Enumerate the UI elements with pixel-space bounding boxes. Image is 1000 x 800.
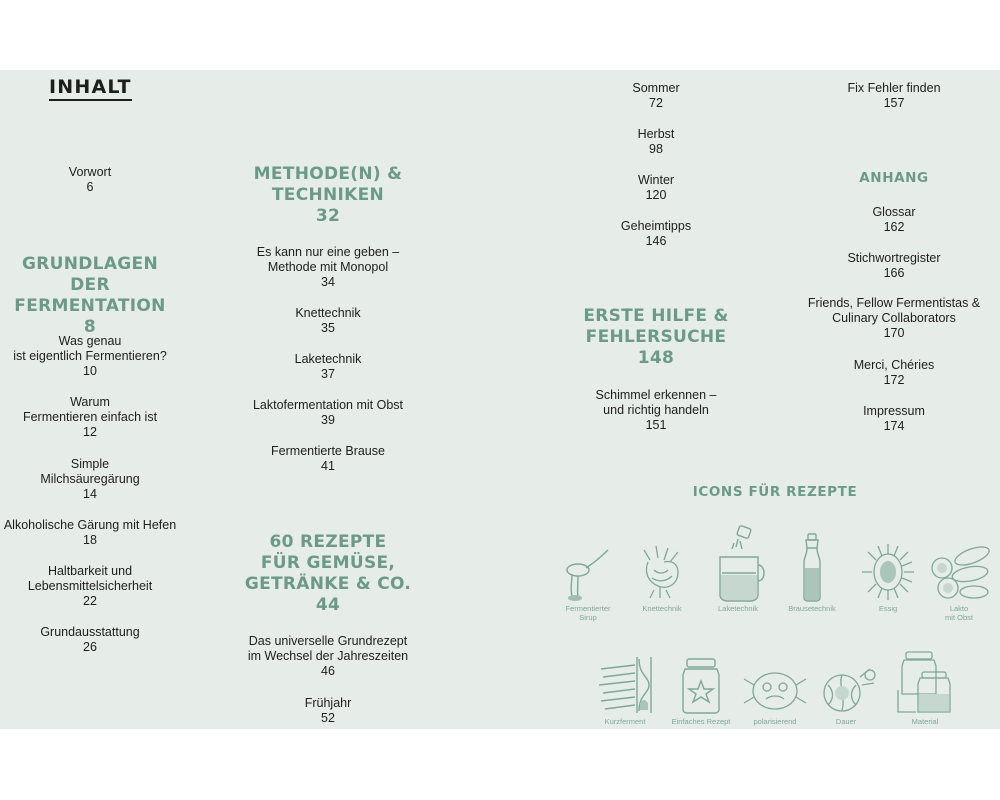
- cucumbers-icon: [926, 540, 992, 602]
- hourglass-icon: [597, 655, 653, 715]
- toc-entry[interactable]: Alkoholische Gärung mit Hefen 18: [3, 518, 177, 547]
- toc-entry[interactable]: Herbst 98: [637, 127, 675, 156]
- toc-entry[interactable]: Fix Fehler finden 157: [847, 81, 941, 110]
- toc-entry[interactable]: Schimmel erkennen – und richtig handeln 151: [595, 388, 717, 432]
- icon-item: Laketechnik: [705, 525, 771, 613]
- toc-entry[interactable]: Stichwortregister 166: [847, 251, 941, 280]
- toc-entry[interactable]: Sommer 72: [632, 81, 680, 110]
- toc-entry[interactable]: Es kann nur eine geben – Methode mit Monopol 34: [256, 245, 400, 289]
- icon-item: Lakto mit Obst: [924, 540, 994, 622]
- section-heading-methoden[interactable]: METHODE(N) & TECHNIKEN 32: [253, 164, 403, 226]
- toc-entry[interactable]: Frühjahr 52: [304, 696, 352, 725]
- vinegar-mother-icon: [860, 540, 916, 602]
- toc-entry[interactable]: Fermentierte Brause 41: [271, 444, 385, 473]
- page-title: INHALT: [49, 76, 132, 101]
- cabbage-icon: [814, 665, 878, 715]
- polarizing-face-icon: [740, 665, 810, 715]
- toc-entry[interactable]: Impressum 174: [863, 404, 925, 433]
- toc-entry[interactable]: Winter 120: [637, 173, 675, 202]
- icon-item: Fermentierter Sirup: [557, 540, 619, 622]
- toc-entry[interactable]: Geheimtipps 146: [620, 219, 692, 248]
- star-jar-icon: [673, 655, 729, 715]
- toc-entry[interactable]: Grundausstattung 26: [40, 625, 140, 654]
- section-heading-rezepte[interactable]: 60 REZEPTE FÜR GEMÜSE, GETRÄNKE & CO. 44: [244, 532, 412, 615]
- icon-item: Essig: [857, 540, 919, 613]
- icon-item: Knettechnik: [631, 540, 693, 613]
- section-heading-anhang[interactable]: ANHANG: [859, 170, 929, 186]
- toc-entry[interactable]: Laktofermentation mit Obst 39: [252, 398, 404, 427]
- section-heading-grundlagen[interactable]: GRUNDLAGEN DER FERMENTATION 8: [14, 254, 166, 337]
- jars-stack-icon: [894, 650, 956, 715]
- icon-item: Einfaches Rezept: [666, 655, 736, 726]
- icon-item: polarisierend: [738, 665, 812, 726]
- brine-jar-icon: [708, 525, 768, 602]
- icon-item: Brausetechnik: [781, 532, 843, 613]
- section-heading-erste-hilfe[interactable]: ERSTE HILFE & FEHLERSUCHE 148: [583, 306, 729, 368]
- table-of-contents-page: [0, 70, 1000, 729]
- icon-item: Kurzferment: [594, 655, 656, 726]
- swing-top-bottle-icon: [784, 532, 840, 602]
- toc-entry[interactable]: Haltbarkeit und Lebensmittelsicherheit 22: [27, 564, 153, 608]
- toc-entry[interactable]: Friends, Fellow Fermentistas & Culinary Collaborators 170: [807, 296, 981, 340]
- toc-entry[interactable]: Simple Milchsäuregärung 14: [40, 457, 140, 501]
- toc-entry[interactable]: Glossar 162: [872, 205, 916, 234]
- toc-entry[interactable]: Was genau ist eigentlich Fermentieren? 10: [13, 334, 167, 378]
- icons-heading: ICONS FÜR REZEPTE: [692, 484, 858, 500]
- spoon-syrup-icon: [560, 540, 616, 602]
- toc-entry[interactable]: Merci, Chéries 172: [853, 358, 935, 387]
- toc-entry[interactable]: Laketechnik 37: [294, 352, 362, 381]
- toc-entry-vorwort[interactable]: Vorwort 6: [68, 165, 112, 194]
- kneading-hands-icon: [634, 540, 690, 602]
- icon-item: Material: [892, 650, 958, 726]
- toc-entry[interactable]: Knettechnik 35: [295, 306, 361, 335]
- icon-item: Dauer: [812, 665, 880, 726]
- toc-entry[interactable]: Warum Fermentieren einfach ist 12: [22, 395, 158, 439]
- toc-entry[interactable]: Das universelle Grundrezept im Wechsel der Jahreszeiten 46: [247, 634, 409, 678]
